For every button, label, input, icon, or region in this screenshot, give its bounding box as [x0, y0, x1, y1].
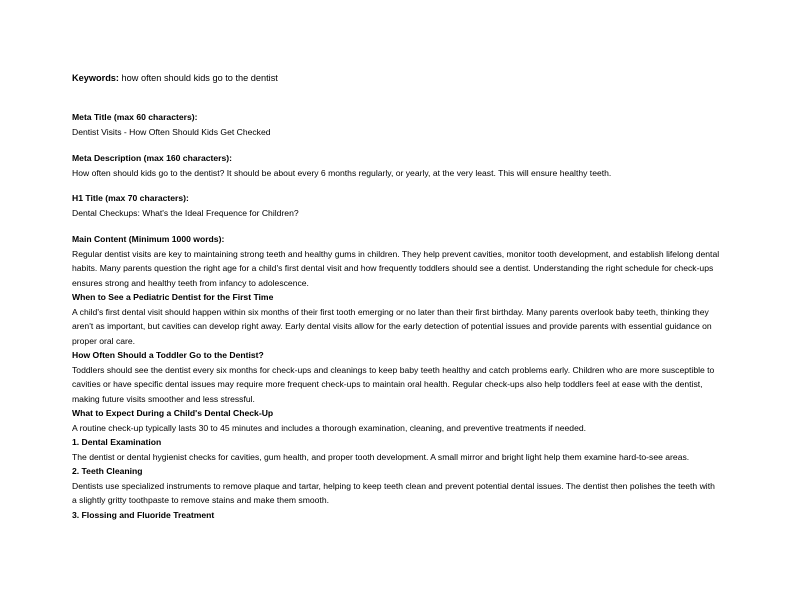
meta-title-block [72, 110, 722, 139]
sub2-heading: 2. Teeth Cleaning [72, 466, 143, 476]
meta-description-label: Meta Description (max 160 characters): [72, 153, 233, 163]
meta-description-value: How often should kids go to the dentist? It should be about every 6 months regularly, or yearly, at the very least. This will ensure healthy teeth. [72, 167, 612, 178]
main-content-intro: Regular dentist visits are key to maintaining strong teeth and healthy gums in children. They help prevent cavities, monitor tooth development, and establish lifelong dental habits. Many parents question the right age for a child's first dental visit and how frequently toddlers should see a dentist. Understanding the right schedule for check-ups ensures strong and healthy teeth from infancy to adolescence. [72, 248, 720, 288]
h1-title-block [72, 191, 722, 220]
sub2-text: Dentists use specialized instruments to remove plaque and tartar, helping to keep teeth clean and prevent potential dental issues. The dentist then polishes the teeth with a slightly gritty toothpaste to remove stains and make them smooth. [72, 480, 715, 505]
keywords-line [72, 72, 278, 84]
sub3-heading: 3. Flossing and Fluoride Treatment [72, 509, 215, 520]
sub1-text: The dentist or dental hygienist checks for cavities, gum health, and proper tooth development. A small mirror and bright light help them examine hard-to-see areas. [72, 451, 690, 462]
section2-text: Toddlers should see the dentist every six months for check-ups and cleanings to keep baby teeth healthy and catch problems early. Children who are more susceptible to cavities or have specific dental issues may require more frequent check-ups to maintain oral health. Regular check-ups also help toddlers feel at ease with the dentist, making future visits smoother and less stressful. [72, 364, 715, 404]
sub1-heading: 1. Dental Examination [72, 437, 162, 447]
meta-title-label: Meta Title (max 60 characters): [72, 112, 198, 122]
section3-text: A routine check-up typically lasts 30 to 45 minutes and includes a thorough examination, cleaning, and preventive treatments if needed. [72, 422, 587, 433]
h1-title-value: Dental Checkups: What's the Ideal Frequence for Children? [72, 207, 299, 218]
main-content-label: Main Content (Minimum 1000 words): [72, 234, 225, 244]
section1-text: A child's first dental visit should happen within six months of their first tooth emerging or no later than their first birthday. Many parents overlook baby teeth, thinking they aren't as important, but cavities can develop right away. Early dental visits allow for the early detection of potential issues and provide parents with essential guidance on proper oral care. [72, 306, 712, 346]
meta-description-block [72, 151, 722, 180]
section1-heading: When to See a Pediatric Dentist for the First Time [72, 292, 274, 302]
section2-heading: How Often Should a Toddler Go to the Dentist? [72, 350, 264, 360]
keywords-value: how often should kids go to the dentist [121, 73, 278, 83]
main-content-block [72, 232, 722, 522]
h1-title-label: H1 Title (max 70 characters): [72, 193, 189, 203]
meta-title-value: Dentist Visits - How Often Should Kids Get Checked [72, 126, 271, 137]
section3-heading: What to Expect During a Child's Dental Check-Up [72, 408, 274, 418]
keywords-label: Keywords: [72, 73, 119, 83]
